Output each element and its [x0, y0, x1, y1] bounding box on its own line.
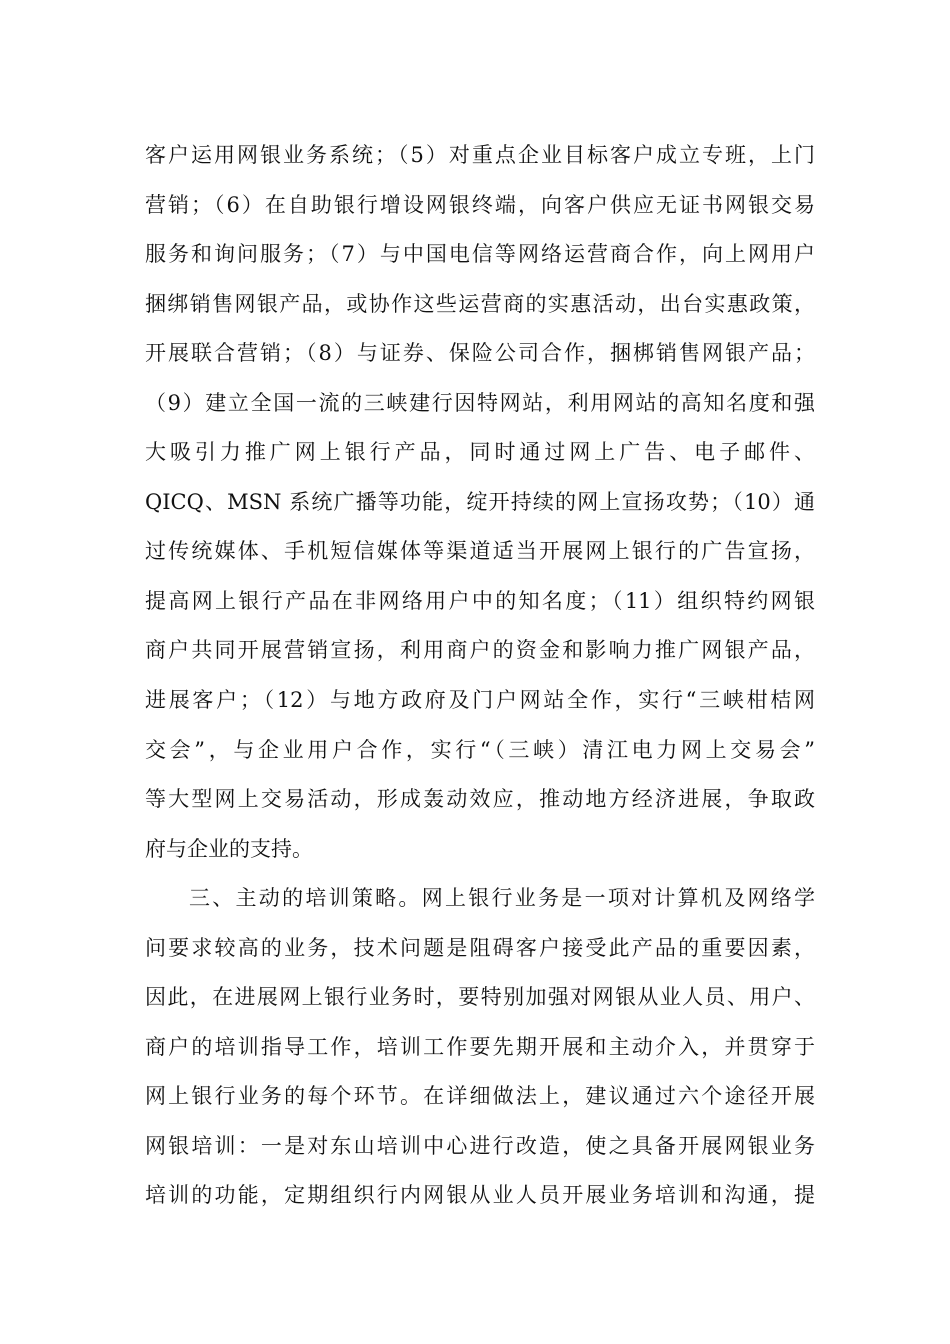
body-text: [145, 131, 815, 1221]
text-line: 服务和询问服务；（7）与中国电信等网络运营商合作，向上网用户: [145, 242, 815, 267]
text-line: 捆绑销售网银产品，或协作这些运营商的实惠活动，出台实惠政策，: [145, 291, 815, 316]
paragraph-first-line: 三、主动的培训策略。网上银行业务是一项对计算机及网络学: [189, 886, 815, 911]
text-line: 问要求较高的业务，技术问题是阻碍客户接受此产品的重要因素，: [145, 935, 815, 960]
text-line: 大吸引力推广网上银行产品，同时通过网上广告、电子邮件、: [145, 440, 815, 465]
text-line: 因此，在进展网上银行业务时，要特别加强对网银从业人员、用户、: [145, 985, 815, 1010]
text-line: 网银培训：一是对东山培训中心进行改造，使之具备开展网银业务: [145, 1133, 815, 1158]
text-line: 开展联合营销；（8）与证券、保险公司合作，捆梆销售网银产品；: [145, 341, 815, 366]
text-line: 客户运用网银业务系统；（5）对重点企业目标客户成立专班，上门: [145, 143, 815, 167]
text-line: 进展客户；（12）与地方政府及门户网站全作，实行“三峡柑桔网: [145, 688, 815, 713]
text-line: 商户共同开展营销宣扬，利用商户的资金和影响力推广网银产品，: [145, 638, 815, 663]
text-line: 培训的功能，定期组织行内网银从业人员开展业务培训和沟通，提: [145, 1183, 815, 1208]
text-line: 等大型网上交易活动，形成轰动效应，推动地方经济进展，争取政: [145, 787, 815, 812]
text-line: 过传统媒体、手机短信媒体等渠道适当开展网上银行的广告宣扬，: [145, 539, 815, 564]
text-line: 网上银行业务的每个环节。在详细做法上，建议通过六个途径开展: [145, 1084, 815, 1109]
text-line: （9）建立全国一流的三峡建行因特网站，利用网站的高知名度和强: [145, 390, 815, 415]
text-line: 提高网上银行产品在非网络用户中的知名度；（11）组织特约网银: [145, 588, 815, 613]
text-line: 营销；（6）在自助银行增设网银终端，向客户供应无证书网银交易: [145, 192, 815, 217]
text-line: 府与企业的支持。: [145, 836, 313, 861]
text-line: QICQ、MSN 系统广播等功能，绽开持续的网上宣扬攻势；（10）通: [145, 489, 815, 514]
text-line: 商户的培训指导工作，培训工作要先期开展和主动介入，并贯穿于: [145, 1034, 815, 1059]
text-line: 交会”，与企业用户合作，实行“（三峡）清江电力网上交易会”: [145, 737, 815, 762]
